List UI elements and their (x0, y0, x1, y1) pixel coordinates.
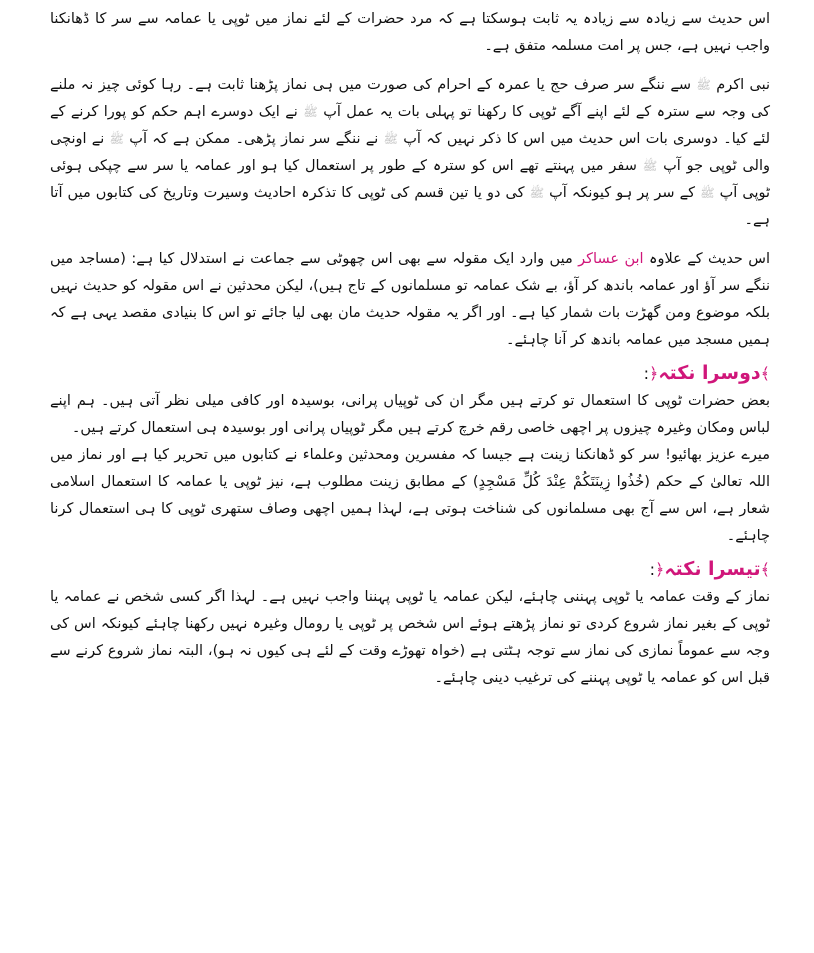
heading-second-point (50, 358, 770, 388)
honorific-symbol: ﷺ (642, 159, 658, 173)
honorific-symbol: ﷺ (109, 132, 125, 146)
honorific-symbol: ﷺ (383, 132, 399, 146)
heading-ornament-close: ﴿ (648, 364, 659, 383)
document-page (50, 6, 770, 692)
source-name-ibn-asakir: ابن عساکر (578, 251, 644, 267)
honorific-symbol: ﷺ (696, 78, 711, 92)
p3-post: میں وارد ایک مقولہ سے بھی اس چھوٹی سے جماعت نے استدلال کیا ہے: (مساجد میں ننگے سر آؤ اور عمامہ باندھ کر آؤ، بے شک عمامہ تو مسلمانوں کے تاج ہیں)، لیکن محدثین نے اس مقولہ کو حدیث نہیں بلکہ موضوع ومن گھڑت بات شمار کیا ہے۔ اور اگر یہ مقولہ حدیث مان بھی لیا جائے تو اس کا بنیادی مقصد یہی ہے کہ ہمیں مسجد میں عمامہ باندھ کر آنا چاہئے۔ (50, 251, 770, 348)
paragraph-6-text: نماز کے وقت عمامہ یا ٹوپی پہننی چاہئے، لیکن عمامہ یا ٹوپی پہننا واجب نہیں ہے۔ لہذا اگر کسی شخص نے عمامہ یا ٹوپی کے بغیر نماز شروع کردی تو نماز پڑھتے ہوئے اس شخص پر ٹوپی یا رومال وغیرہ نہیں رکھنا چاہئے کیونکہ اس کی وجہ سے عموماً نمازی کی نماز سے توجہ ہٹتی ہے (خواہ تھوڑے وقت کے لئے ہی کیوں نہ ہو)، البتہ نماز شروع کرنے سے قبل اس کو عمامہ یا ٹوپی پہننے کی ترغیب دینی چاہئے۔ (50, 589, 770, 686)
p2-segment-6: سفر میں پہنتے تھے اس کو سترہ کے طور پر استعمال کیا ہو اور عمامہ یا سر سے چپکی ہوئی ٹوپی آپ (50, 158, 771, 201)
paragraph-1-text: اس حدیث سے زیادہ سے زیادہ یہ ثابت ہوسکتا ہے کہ مرد حضرات کے لئے نماز میں ٹوپی یا عمامہ سے سر کا ڈھانکنا واجب نہیں ہے، جس پر امت مسلمہ متفق ہے۔ (50, 11, 770, 54)
heading-colon: : (649, 560, 655, 579)
p2-segment-3: نے ایک دوسرے اہم حکم کو پورا کرنے کے لئے کیا۔ دوسری بات اس حدیث میں اس کا ذکر نہیں کہ آپ (50, 104, 770, 147)
p3-pre: اس حدیث کے علاوہ (649, 251, 771, 267)
paragraph-3 (50, 246, 770, 354)
honorific-symbol: ﷺ (303, 105, 318, 119)
heading-ornament-close: ﴿ (655, 560, 665, 579)
paragraph-1 (50, 6, 770, 60)
heading-colon: : (643, 364, 649, 383)
p2-segment-1: نبی اکرم (716, 77, 771, 93)
paragraph-2 (50, 72, 770, 234)
honorific-symbol: ﷺ (529, 186, 545, 200)
paragraph-4 (50, 388, 770, 442)
p2-segment-4: نے ننگے سر نماز پڑھی۔ ممکن ہے کہ آپ (129, 131, 379, 147)
paragraph-6 (50, 584, 770, 692)
heading-third-point (50, 554, 770, 584)
p2-segment-7: کے سر پر ہو کیونکہ آپ (549, 185, 695, 201)
heading-third-point-text: تیسرا نکتہ (664, 558, 761, 580)
heading-second-point-text: دوسرا نکتہ (658, 362, 761, 384)
p2-segment-2: سے ننگے سر صرف حج یا عمرہ کے احرام کی صورت میں ہی نماز پڑھنا ثابت ہے۔ رہا کوئی چیز نہ ملنے کی وجہ سے سترہ کے لئے اپنے آگے ٹوپی کا رکھنا تو پہلی بات یہ عمل آپ (50, 77, 771, 120)
heading-ornament-open: ﴾ (760, 560, 770, 579)
p2-segment-5: نے اونچی والی ٹوپی جو آپ (50, 131, 771, 174)
honorific-symbol: ﷺ (700, 186, 715, 200)
paragraph-5 (50, 442, 770, 550)
paragraph-5-text: میرے عزیز بھائیو! سر کو ڈھانکنا زینت ہے جیسا کہ مفسرین ومحدثین وعلماء نے کتابوں میں تحریر کیا ہے اور نماز میں اللہ تعالیٰ کے حکم (خُذُوا زِينَتَكُمْ عِنْدَ كُلِّ مَسْجِدٍ) کے مطابق زینت مطلوب ہے، نیز ٹوپی یا عمامہ کا استعمال اسلامی شعار ہے، اس سے آج بھی مسلمانوں کی شناخت ہوتی ہے، لہذا ہمیں اچھی وصاف ستھری ٹوپی کا ہی استعمال کرنا چاہئے۔ (50, 447, 770, 544)
heading-ornament-open: ﴾ (760, 364, 770, 383)
p2-segment-8: کی دو یا تین قسم کی ٹوپی کا تذکرہ احادیث وسیرت وتاریخ کی کتابوں میں آتا ہے۔ (50, 185, 770, 228)
paragraph-4-text: بعض حضرات ٹوپی کا استعمال تو کرتے ہیں مگر ان کی ٹوپیاں پرانی، بوسیدہ اور کافی میلی نظر آتی ہیں۔ ہم اپنے لباس ومکان وغیرہ چیزوں پر اچھی خاصی رقم خرچ کرتے ہیں مگر ٹوپیاں پرانی اور بوسیدہ ہی استعمال کرتے ہیں۔ (50, 393, 770, 436)
